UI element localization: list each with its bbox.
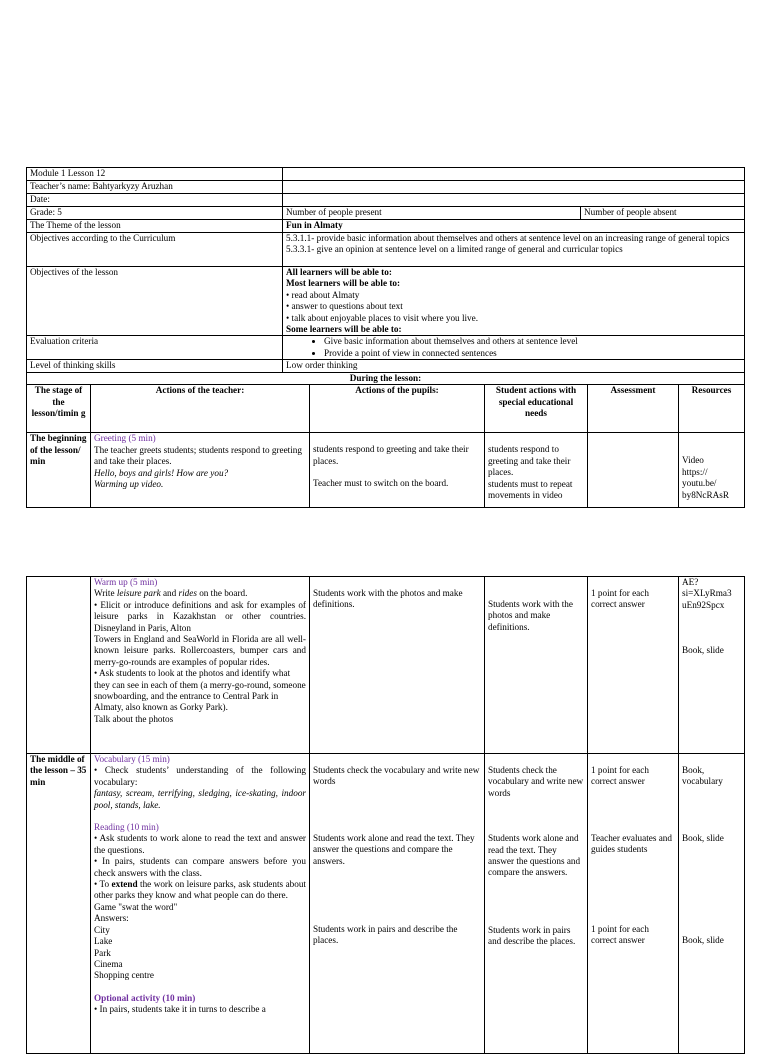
evaluation-criteria-value: • Give basic information about themselves and others at sentence level • Provide a point of view in connected sentences (283, 336, 745, 360)
warmup-resources-cell: AE? si=XLyRma3 uEn92Spcx Book, slide (679, 577, 745, 754)
col-stage-header: The stage of the lesson/timin g (27, 385, 91, 433)
col-sen-header: Student actions with special educational needs (485, 385, 588, 433)
warmup-sen-cell: Students work with the photos and make definitions. (485, 577, 588, 754)
middle-resources-cell: Book, vocabulary Book, slide Book, slide (679, 754, 745, 1054)
beginning-resources-cell: Video https:// youtu.be/ by8NcRAsR (679, 433, 745, 508)
people-present-cell: Number of people present (283, 207, 581, 220)
theme-value: Fun in Almaty (283, 220, 745, 233)
beginning-teacher-cell: Greeting (5 min) The teacher greets students; students respond to greeting and take their places. Hello, boys and girls! How are you? Warming up video. (91, 433, 310, 508)
lesson-objectives-label: Objectives of the lesson (27, 267, 283, 336)
people-absent-cell: Number of people absent (581, 207, 745, 220)
evaluation-criteria-label: Evaluation criteria (27, 336, 283, 360)
middle-assessment-cell: 1 point for each correct answer Teacher evaluates and guides students 1 point for each correct answer (588, 754, 679, 1054)
col-assessment-header: Assessment (588, 385, 679, 433)
curriculum-objectives-label: Objectives according to the Curriculum (27, 233, 283, 267)
beginning-pupils-cell: students respond to greeting and take their places. Teacher must to switch on the board. (310, 433, 485, 508)
middle-sen-cell: Students check the vocabulary and write new words Students work alone and read the text. They answer the questions and compare the answers. Students work in pairs and describe the places. (485, 754, 588, 1054)
curriculum-objectives-value: 5.3.1.1- provide basic information about themselves and others at sentence level on an increasing range of general topics 5.3.3.1- give an opinion at sentence level on a limited range of general and curricular topics (283, 233, 745, 267)
col-teacher-header: Actions of the teacher: (91, 385, 310, 433)
warmup-assessment-cell: 1 point for each correct answer (588, 577, 679, 754)
lesson-plan-header-table (26, 167, 745, 373)
date-cell: Date: (27, 194, 283, 207)
lesson-stages-table-continued (26, 576, 745, 1054)
beginning-sen-cell: students respond to greeting and take their places. students must to repeat movements in video (485, 433, 588, 508)
beginning-stage-cell: The beginning of the lesson/ min (27, 433, 91, 508)
lesson-stages-table (26, 372, 745, 508)
middle-pupils-cell: Students check the vocabulary and write new words Students work alone and read the text. They answer the questions and compare the answers. Students work in pairs and describe the places. (310, 754, 485, 1054)
middle-stage-cell: The middle of the lesson – 35 min (27, 754, 91, 1054)
thinking-skills-label: Level of thinking skills (27, 360, 283, 373)
col-resources-header: Resources (679, 385, 745, 433)
lesson-objectives-value: All learners will be able to: Most learners will be able to: • read about Almaty • answer to questions about text • talk about enjoyable places to visit where you live. Some learners will be able to: (283, 267, 745, 336)
module-cell: Module 1 Lesson 12 (27, 168, 283, 181)
warmup-pupils-cell: Students work with the photos and make definitions. (310, 577, 485, 754)
during-lesson-heading: During the lesson: (27, 373, 745, 385)
middle-teacher-cell: Vocabulary (15 min) • Check students’ understanding of the following vocabulary: fantasy, scream, terrifying, sledging, ice-skating, indoor pool, stands, lake. Reading (10 min) • Ask students to work alone to read the text and answer the questions. • In pairs, students can compare answers before you check answers with the class. • To extend the work on leisure parks, ask students about other parks they know and what people can do there. Game "swat the word" Answers: City Lake Park Cinema Shopping centre Optional activity (10 min) • In pairs, students take it in turns to describe a (91, 754, 310, 1054)
beginning-assessment-cell (588, 433, 679, 508)
teacher-name-cell: Teacher’s name: Bahtyarkyzy Aruzhan (27, 181, 283, 194)
grade-cell: Grade: 5 (27, 207, 283, 220)
warmup-stage-cell (27, 577, 91, 754)
theme-label: The Theme of the lesson (27, 220, 283, 233)
warmup-teacher-cell: Warm up (5 min) Write leisure park and rides on the board. • Elicit or introduce definitions and ask for examples of leisure parks in Kazakhstan or other countries. Disneyland in Paris, Alton Towers in England and SeaWorld in Florida are all well-known leisure parks. Rollercoasters, bumper cars and merry-go-rounds are examples of popular rides. • Ask students to look at the photos and identify what they can see in each of them (a merry-go-round, someone snowboarding, and the entrance to Central Park in Almaty, also known as Gorky Park). Talk about the photos (91, 577, 310, 754)
thinking-skills-value: Low order thinking (283, 360, 745, 373)
col-pupils-header: Actions of the pupils: (310, 385, 485, 433)
